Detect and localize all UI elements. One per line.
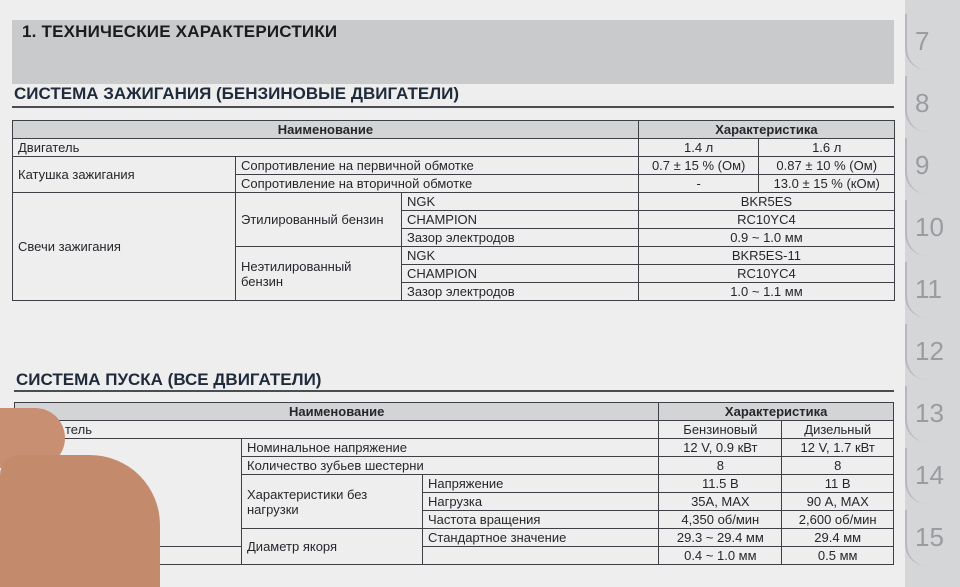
primary-value-2: 0.87 ± 10 % (Ом) [759,157,895,175]
secondary-value-2: 13.0 ± 15 % (кОм) [759,175,895,193]
leaded-gap-value: 0.9 ~ 1.0 мм [638,229,894,247]
ignition-table [12,120,895,301]
unleaded-gap-value: 1.0 ~ 1.1 мм [638,283,894,301]
nl-speed-label: Частота вращения [423,511,659,529]
secondary-value-1: - [638,175,759,193]
thumb [0,455,160,587]
voltage-label: Номинальное напряжение [242,439,659,457]
limit-petrol: 0.4 ~ 1.0 мм [659,547,782,565]
tab-13[interactable]: 13 [905,386,960,442]
leaded-ngk-label: NGK [402,193,639,211]
engine-2: 1.6 л [759,139,895,157]
leaded-label: Этилированный бензин [236,193,402,247]
tab-12[interactable]: 12 [905,324,960,380]
limit-diesel: 0.5 мм [782,547,894,565]
primary-value-1: 0.7 ± 15 % (Ом) [638,157,759,175]
tab-11[interactable]: 11 [905,262,960,318]
teeth-label: Количество зубьев шестерни [242,457,659,475]
secondary-label: Сопротивление на вторичной обмотке [236,175,639,193]
engine-label: Двигатель [13,139,639,157]
voltage-petrol: 12 V, 0.9 кВт [659,439,782,457]
primary-label: Сопротивление на первичной обмотке [236,157,639,175]
page-title: 1. ТЕХНИЧЕСКИЕ ХАРАКТЕРИСТИКИ [22,22,338,41]
unleaded-gap-label: Зазор электродов [402,283,639,301]
tab-14[interactable]: 14 [905,448,960,504]
armature-label: Диаметр якоря [242,529,423,565]
standard-petrol: 29.3 ~ 29.4 мм [659,529,782,547]
start-engine-label: тель [15,421,659,439]
nl-load-label: Нагрузка [423,493,659,511]
start-col-name-header: Наименование [15,403,659,421]
nl-voltage-diesel: 11 В [782,475,894,493]
noload-label: Характеристики без нагрузки [242,475,423,529]
unleaded-label: Неэтилированный бензин [236,247,402,301]
nl-voltage-petrol: 11.5 В [659,475,782,493]
unleaded-ngk-label: NGK [402,247,639,265]
nl-speed-petrol: 4,350 об/мин [659,511,782,529]
col-char-header: Характеристика [638,121,894,139]
standard-diesel: 29.4 мм [782,529,894,547]
unleaded-champion-value: RC10YC4 [638,265,894,283]
nl-speed-diesel: 2,600 об/мин [782,511,894,529]
unleaded-ngk-value: BKR5ES-11 [638,247,894,265]
engine-1: 1.4 л [638,139,759,157]
start-col-char-header: Характеристика [659,403,894,421]
nl-load-diesel: 90 А, MAX [782,493,894,511]
teeth-diesel: 8 [782,457,894,475]
teeth-petrol: 8 [659,457,782,475]
standard-label: Стандартное значение [423,529,659,547]
leaded-champion-label: CHAMPION [402,211,639,229]
limit-blank-cell [423,547,659,565]
coil-label: Катушка зажигания [13,157,236,193]
nl-voltage-label: Напряжение [423,475,659,493]
starting-section-title: СИСТЕМА ПУСКА (ВСЕ ДВИГАТЕЛИ) [16,370,322,389]
chapter-tabs [905,0,960,587]
tab-7[interactable]: 7 [905,14,960,70]
plugs-label: Свечи зажигания [13,193,236,301]
leaded-champion-value: RC10YC4 [638,211,894,229]
voltage-diesel: 12 V, 1.7 кВт [782,439,894,457]
col-name-header: Наименование [13,121,639,139]
tab-10[interactable]: 10 [905,200,960,256]
tab-9[interactable]: 9 [905,138,960,194]
leaded-gap-label: Зазор электродов [402,229,639,247]
tab-8[interactable]: 8 [905,76,960,132]
unleaded-champion-label: CHAMPION [402,265,639,283]
nl-load-petrol: 35А, MAX [659,493,782,511]
ignition-section-title: СИСТЕМА ЗАЖИГАНИЯ (БЕНЗИНОВЫЕ ДВИГАТЕЛИ) [14,84,460,103]
petrol-header: Бензиновый [659,421,782,439]
leaded-ngk-value: BKR5ES [638,193,894,211]
diesel-header: Дизельный [782,421,894,439]
ignition-underline [12,106,894,108]
starting-underline [14,390,894,392]
tab-15[interactable]: 15 [905,510,960,566]
